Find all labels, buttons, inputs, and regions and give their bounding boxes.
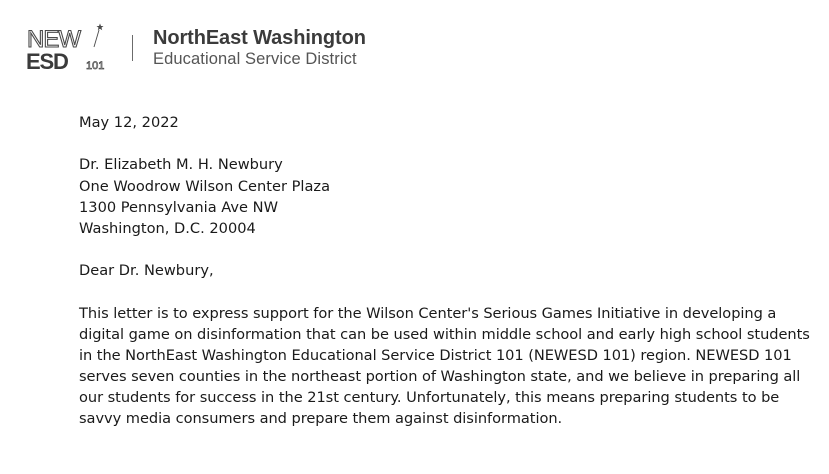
organization-name: NorthEast Washington [153, 27, 366, 50]
star-icon [97, 24, 104, 31]
letter-body [79, 112, 824, 429]
organization-block [153, 28, 366, 68]
newesd-logo [26, 23, 118, 73]
logo-bottom-word: ESD [26, 49, 68, 73]
logo-top-word: NEW [27, 26, 80, 53]
recipient-name: Dr. Elizabeth M. H. Newbury [79, 156, 283, 174]
recipient-address-line-2: 1300 Pennsylvania Ave NW [79, 198, 279, 216]
letterhead [26, 22, 366, 74]
organization-subtitle: Educational Service District [153, 50, 357, 69]
recipient-address-line-3: Washington, D.C. 20004 [79, 220, 256, 238]
body-paragraph: This letter is to express support for the Wilson Center's Serious Games Initiative in developing a digital game on disinformation that can be used within middle school and early high school students in the NorthEast Washington Educational Service District 101 (NEWESD 101) region. NEWESD 101 serves seven counties in the northeast portion of Washington state, and we believe in preparing all our students for success in the 21st century. Unfortunately, this means preparing students to be savvy media consumers and prepare them against disinformation. [79, 304, 810, 427]
recipient-address [79, 154, 824, 239]
letter-date: May 12, 2022 [79, 114, 179, 131]
recipient-address-line-1: One Woodrow Wilson Center Plaza [79, 177, 331, 195]
salutation: Dear Dr. Newbury, [79, 262, 214, 280]
logo-number: 101 [86, 60, 105, 72]
letterhead-divider [132, 35, 133, 61]
